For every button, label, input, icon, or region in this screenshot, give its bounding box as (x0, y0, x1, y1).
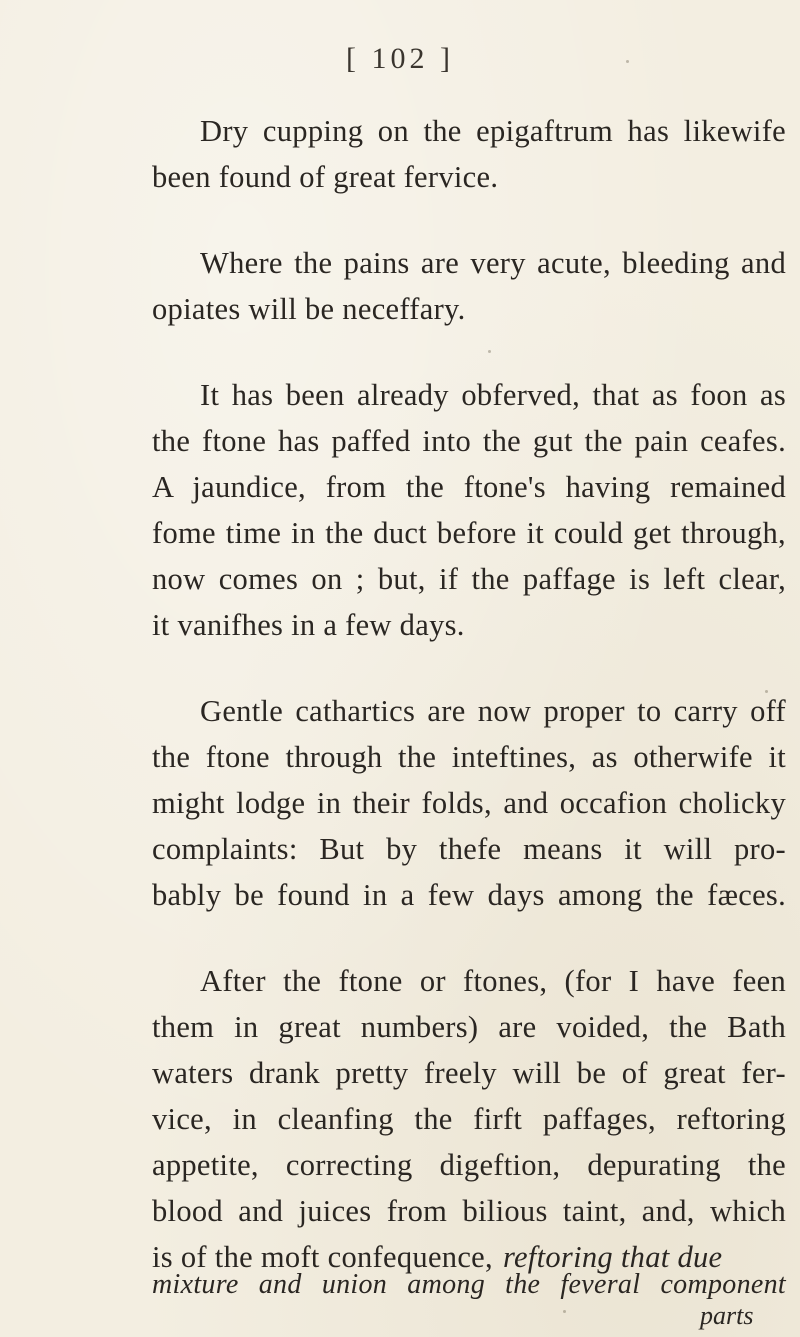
paper-speck (563, 1310, 566, 1313)
text-line: After the ftone or ftones, (for I have feen (200, 964, 786, 998)
text-line: is of the moft confequence, (152, 1240, 493, 1274)
text-line: appetite, correcting digeftion, depurating the (152, 1148, 786, 1182)
text-line: blood and juices from bilious taint, and, which (152, 1194, 786, 1228)
text-line: waters drank pretty freely will be of great fer- (152, 1056, 786, 1090)
paper-speck (488, 350, 491, 353)
text-line: fome time in the duct before it could get through, (152, 516, 786, 550)
text-line: A jaundice, from the ftone's having remained (152, 470, 786, 504)
text-line: the ftone has paffed into the gut the pain ceafes. (152, 424, 786, 458)
text-line: vice, in cleanfing the firft paffages, reftoring (152, 1102, 786, 1136)
text-line: Gentle cathartics are now proper to carry off (200, 694, 786, 728)
text-line: complaints: But by thefe means it will pro- (152, 832, 786, 866)
text-line-italic: reftoring that due (502, 1240, 723, 1274)
text-line: It has been already obferved, that as foon as (200, 378, 786, 412)
text-line: might lodge in their folds, and occafion cholicky (152, 786, 786, 820)
catchword: parts (700, 1301, 754, 1330)
text-line: them in great numbers) are voided, the Bath (152, 1010, 786, 1044)
text-line: been found of great fervice. (152, 160, 499, 194)
page-number: [ 102 ] (346, 42, 454, 75)
paper-speck (626, 60, 629, 63)
text-line: opiates will be neceffary. (152, 292, 466, 326)
text-line: Where the pains are very acute, bleeding and (200, 246, 786, 280)
text-line: now comes on ; but, if the paffage is left clear, (152, 562, 786, 596)
text-line: it vanifhes in a few days. (152, 608, 465, 642)
text-line-italic: mixture and union among the feveral component (152, 1269, 786, 1300)
text-line: Dry cupping on the epigaftrum has likewife (200, 114, 786, 148)
paper-speck (765, 690, 768, 693)
text-line: the ftone through the inteftines, as otherwife it (152, 740, 786, 774)
text-line: bably be found in a few days among the fæces. (152, 878, 786, 912)
